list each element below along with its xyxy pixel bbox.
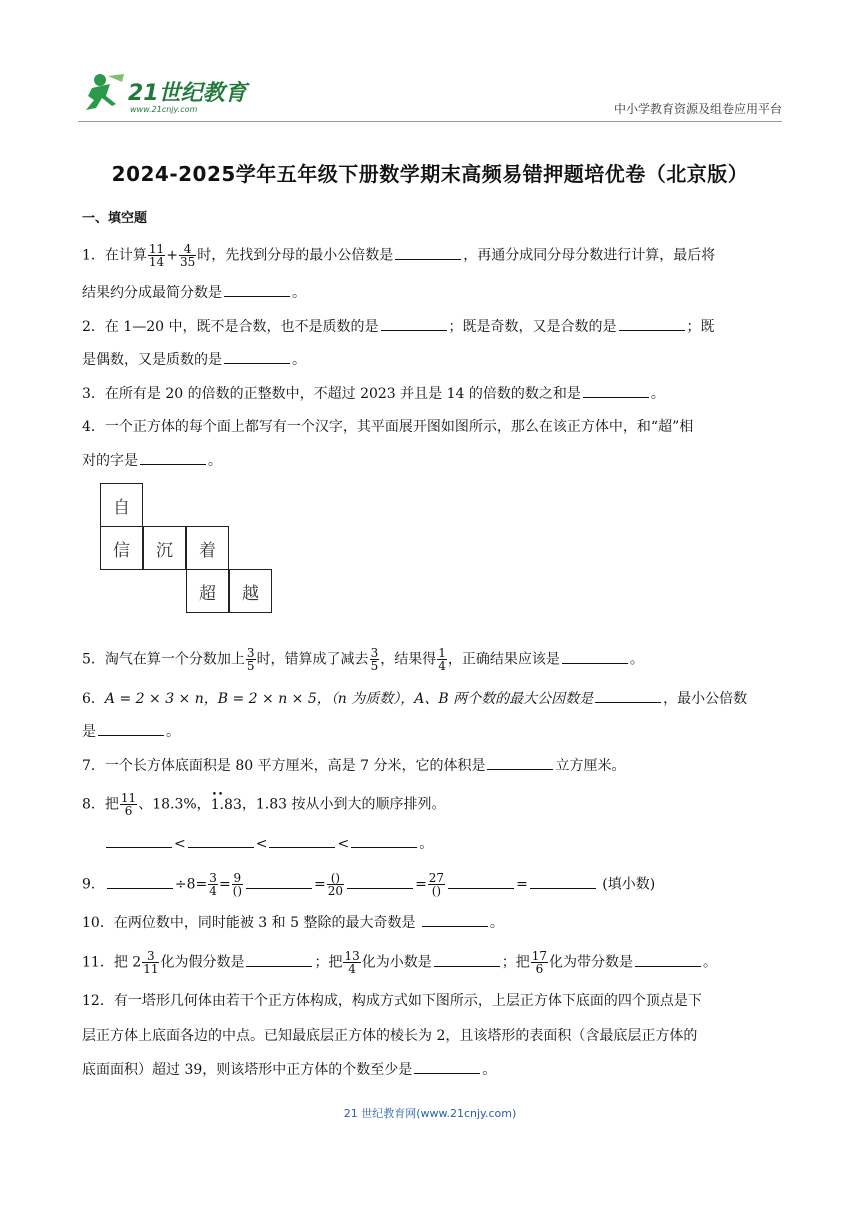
answer-blank[interactable]	[107, 874, 173, 889]
answer-blank[interactable]	[224, 282, 290, 297]
answer-blank[interactable]	[269, 833, 335, 848]
question-2-line2: 是偶数，又是质数的是 。	[82, 349, 782, 370]
fraction: $\frac{3}{5}$	[370, 646, 379, 673]
question-8-ordering: < < < 。	[104, 833, 804, 854]
answer-blank[interactable]	[347, 874, 413, 889]
answer-blank[interactable]	[140, 450, 206, 465]
fraction: $\frac{11}{14}$	[148, 242, 165, 269]
question-6: 6．A = 2 × 3 × n，B = 2 × n × 5，（n 为质数），A、B 两个数的最大公因数是 ，最小公倍数	[82, 688, 782, 709]
answer-blank[interactable]	[106, 833, 172, 848]
answer-blank[interactable]	[224, 349, 290, 364]
question-7: 7．一个长方体底面积是 80 平方厘米，高是 7 分米，它的体积是 立方厘米。	[82, 755, 782, 776]
fraction: $\frac{17}{6}$	[531, 949, 548, 976]
question-6-line2: 是 。	[82, 721, 782, 742]
answer-blank[interactable]	[395, 245, 461, 260]
answer-blank[interactable]	[562, 649, 628, 664]
question-1: 1．在计算 $\frac{11}{14}$ + $\frac{4}{35}$ 时，先找到分母的最小公倍数是 ，再通分成同分母分数进行计算，最后将	[82, 242, 716, 269]
answer-blank[interactable]	[246, 874, 312, 889]
answer-blank[interactable]	[595, 688, 661, 703]
answer-blank[interactable]	[583, 383, 649, 398]
fraction: $\frac{3}{5}$	[246, 646, 255, 673]
svg-text:21世纪教育: 21世纪教育	[128, 81, 247, 106]
question-11: 11．把 2 $\frac{3}{11}$ 化为假分数是 ；把 $\frac{13}{4}$ 化为小数是 ；把 $\frac{17}{6}$ 化为带分数是 。	[82, 949, 718, 976]
svg-text:www.21cnjy.com: www.21cnjy.com	[130, 105, 198, 114]
question-3: 3．在所有是 20 的倍数的正整数中，不超过 2023 并且是 14 的倍数的数之和是 。	[82, 383, 782, 404]
question-12: 12．有一塔形几何体由若干个正方体构成，构成方式如下图所示，上层正方体下底面的四个顶点是下	[82, 993, 702, 1009]
answer-blank[interactable]	[448, 874, 514, 889]
net-cell: 超	[186, 569, 229, 613]
repeating-decimal: • • 1.83	[211, 795, 242, 815]
answer-blank[interactable]	[530, 874, 596, 889]
fraction: $\frac{27}{()}$	[428, 871, 445, 898]
net-cell: 越	[229, 569, 272, 613]
header-divider	[78, 121, 782, 122]
fraction: $\frac{3}{11}$	[143, 949, 159, 976]
fraction: $\frac{3}{4}$	[209, 871, 217, 898]
question-4: 4．一个正方体的每个面上都写有一个汉字，其平面展开图如图所示，那么在该正方体中，和“超”相	[82, 419, 694, 435]
fraction: $\frac{11}{6}$	[120, 791, 137, 818]
question-8: 8．把 $\frac{11}{6}$ 、18.3%，• • 1.83，1.83 按从小到大的顺序排列。	[82, 792, 782, 817]
question-4-line2: 对的字是 。	[82, 450, 782, 471]
page-title: 2024-2025学年五年级下册数学期末高频易错押题培优卷（北京版）	[111, 162, 749, 186]
fraction: $\frac{()}{20}$	[327, 871, 344, 898]
net-cell: 沉	[143, 526, 186, 570]
logo	[78, 70, 258, 116]
net-cell: 信	[100, 526, 143, 570]
fraction: $\frac{9}{()}$	[232, 871, 243, 898]
fraction: $\frac{13}{4}$	[344, 949, 360, 976]
net-cell: 自	[100, 483, 143, 527]
answer-blank[interactable]	[434, 952, 500, 967]
question-5: 5．淘气在算一个分数加上 $\frac{3}{5}$ 时，错算成了减去 $\frac{3}{5}$ ，结果得 $\frac{1}{4}$ ，正确结果应该是 。	[82, 646, 644, 673]
answer-blank[interactable]	[246, 952, 312, 967]
answer-blank[interactable]	[98, 721, 164, 736]
answer-blank[interactable]	[414, 1059, 480, 1074]
answer-blank[interactable]	[635, 952, 701, 967]
answer-blank[interactable]	[422, 912, 488, 927]
answer-blank[interactable]	[619, 316, 685, 331]
fraction: $\frac{1}{4}$	[438, 646, 446, 673]
section-heading: 一、填空题	[82, 211, 148, 226]
net-cell: 着	[186, 526, 229, 570]
question-1-line2: 结果约分成最简分数是 。	[82, 282, 782, 303]
question-12-line2: 层正方体上底面各边的中点。已知最底层正方体的棱长为 2，且该塔形的表面积（含最底层正方体的	[82, 1028, 698, 1044]
question-9: 9． ÷8= $\frac{3}{4}$ = $\frac{9}{()}$ = $\frac{()}{20}$ = $\frac{27}{()}$ = (填小数)	[82, 871, 656, 898]
footer-link[interactable]: 21 世纪教育网(www.21cnjy.com)	[343, 1107, 517, 1120]
question-10: 10．在两位数中，同时能被 3 和 5 整除的最大奇数是 。	[82, 912, 782, 933]
answer-blank[interactable]	[381, 316, 447, 331]
platform-name: 中小学教育资源及组卷应用平台	[613, 102, 782, 116]
answer-blank[interactable]	[487, 755, 553, 770]
fraction: $\frac{4}{35}$	[179, 242, 196, 269]
question-2: 2．在 1—20 中，既不是合数，也不是质数的是 ；既是奇数，又是合数的是 ；既	[82, 316, 782, 337]
answer-blank[interactable]	[188, 833, 254, 848]
answer-blank[interactable]	[351, 833, 417, 848]
question-12-line3: 底面面积）超过 39，则该塔形中正方体的个数至少是 。	[82, 1059, 782, 1080]
